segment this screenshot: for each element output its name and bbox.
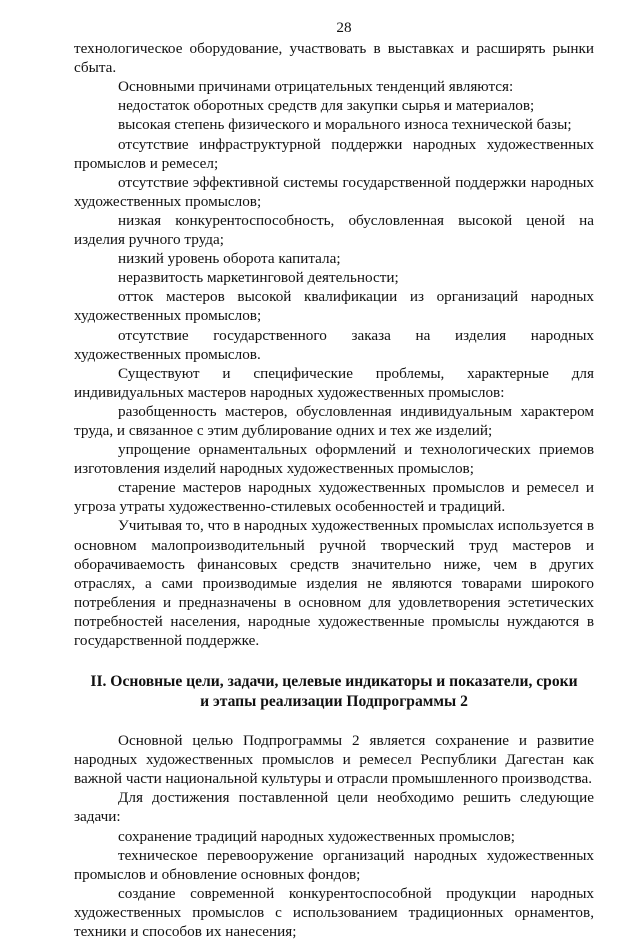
list-item-cause: недостаток оборотных средств для закупки сырья и материалов; (118, 97, 535, 115)
section-heading-line: и этапы реализации Подпрограммы 2 (200, 692, 468, 710)
section-heading-line: II. Основные цели, задачи, целевые индикаторы и показатели, сроки (90, 673, 578, 691)
section-heading (74, 672, 594, 711)
list-item-cause: низкий уровень оборота капитала; (118, 250, 341, 268)
paragraph-specific-problems: Существуют и специфические проблемы, характерные для индивидуальных мастеров народных художественных промыслов: (74, 364, 594, 401)
list-item-problem: разобщенность мастеров, обусловленная индивидуальным характером труда, и связанное с этим дублирование одних и тех же изделий; (74, 402, 594, 439)
list-item-cause: отсутствие эффективной системы государственной поддержки народных художественных промыслов; (74, 173, 594, 210)
page-number: 28 (336, 19, 352, 36)
paragraph-tasks-intro: Для достижения поставленной цели необходимо решить следующие задачи: (74, 789, 594, 826)
list-item-cause: неразвитость маркетинговой деятельности; (118, 269, 399, 287)
list-item-problem: упрощение орнаментальных оформлений и технологических приемов изготовления изделий народных художественных промыслов; (74, 441, 594, 478)
list-item-problem: старение мастеров народных художественных промыслов и ремесел и угроза утраты художественно-стилевых особенностей и традиций. (74, 479, 594, 516)
list-item-task: создание современной конкурентоспособной продукции народных художественных промыслов с использованием традиционных орнаментов, техники и способов их нанесения; (74, 884, 594, 941)
body-text-top (74, 39, 594, 650)
list-item-task: техническое перевооружение организаций народных художественных промыслов и обновление основных фондов; (74, 846, 594, 883)
paragraph-state-support: Учитывая то, что в народных художественных промыслах используется в основном малопроизводительный ручной творческий труд мастеров и оборачиваемость финансовых средств значительно ниже, чем в других отраслях, а сами производимые изделия не являются товарами широкого потребления и предназначены в основном для удовлетворения эстетических потребностей населения, народные художественные промыслы нуждаются в государственной поддержке. (74, 517, 594, 649)
list-item-cause: отток мастеров высокой квалификации из организаций народных художественных промыслов; (74, 288, 594, 325)
list-item-cause: высокая степень физического и морального износа технической базы; (118, 116, 572, 134)
paragraph-continuation: технологическое оборудование, участвовать в выставках и расширять рынки сбыта. (74, 40, 594, 77)
list-item-cause: отсутствие инфраструктурной поддержки народных художественных промыслов и ремесел; (74, 135, 594, 172)
list-item-cause: низкая конкурентоспособность, обусловленная высокой ценой на изделия ручного труда; (74, 211, 594, 249)
paragraph-causes-intro: Основными причинами отрицательных тенденций являются: (118, 78, 514, 96)
paragraph-main-goal: Основной целью Подпрограммы 2 является сохранение и развитие народных художественных промыслов и ремесел Республики Дагестан как важной части национальной культуры и отрасли промышленного производства. (74, 732, 594, 788)
body-text-bottom (74, 731, 594, 941)
document-page (74, 18, 594, 941)
list-item-task: сохранение традиций народных художественных промыслов; (118, 827, 516, 845)
list-item-cause: отсутствие государственного заказа на изделия народных художественных промыслов. (74, 326, 594, 363)
